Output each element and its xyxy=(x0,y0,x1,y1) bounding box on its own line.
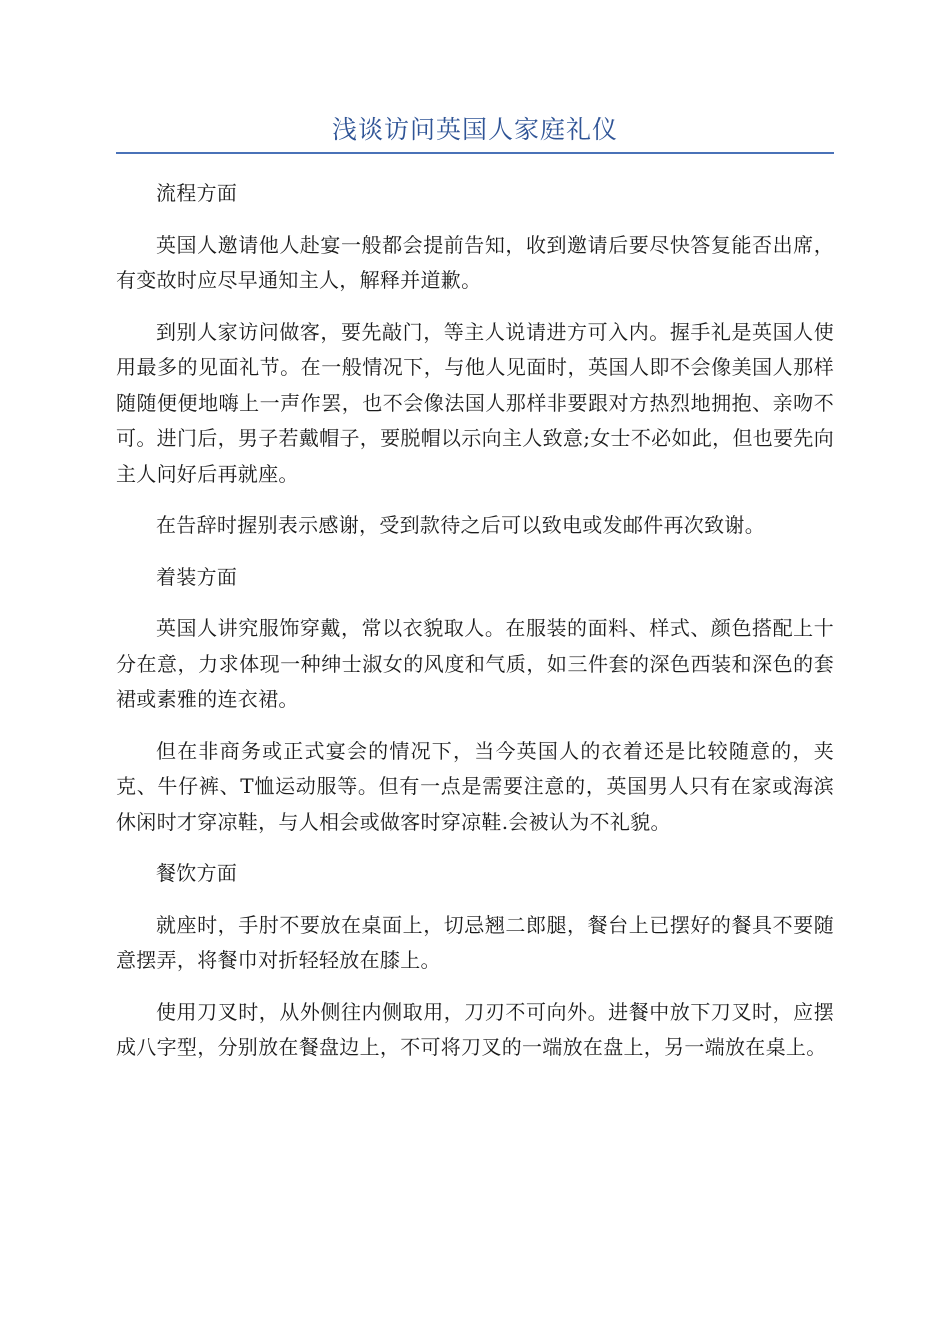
section-heading-dining: 餐饮方面 xyxy=(156,861,238,885)
paragraph: 在告辞时握别表示感谢，受到款待之后可以致电或发邮件再次致谢。 xyxy=(156,513,765,537)
document-title: 浅谈访问英国人家庭礼仪 xyxy=(331,115,618,144)
paragraph: 英国人讲究服饰穿戴，常以衣貌取人。在服装的面料、样式、颜色搭配上十分在意，力求体现一种绅士淑女的风度和气质，如三件套的深色西装和深色的套裙或素雅的连衣裙。 xyxy=(116,616,834,711)
paragraph: 但在非商务或正式宴会的情况下，当今英国人的衣着还是比较随意的，夹克、牛仔裤、T恤运动服等。但有一点是需要注意的，英国男人只有在家或海滨休闲时才穿凉鞋，与人相会或做客时穿凉鞋.会被认为不礼貌。 xyxy=(116,738,834,834)
section-heading-attire: 着装方面 xyxy=(156,564,238,589)
paragraph: 英国人邀请他人赴宴一般都会提前告知，收到邀请后要尽快答复能否出席，有变故时应尽早通知主人，解释并道歉。 xyxy=(116,232,834,292)
paragraph: 到别人家访问做客，要先敲门，等主人说请进方可入内。握手礼是英国人使用最多的见面礼节。在一般情况下，与他人见面时，英国人即不会像美国人那样随随便便地嗨上一声作罢，也不会像法国人那样非要跟对方热烈地拥抱、亲吻不可。进门后，男子若戴帽子，要脱帽以示向主人致意;女士不必如此，但也要先向主人问好后再就座。 xyxy=(116,319,834,486)
title-underline xyxy=(116,152,834,154)
paragraph: 使用刀叉时，从外侧往内侧取用，刀刃不可向外。进餐中放下刀叉时，应摆成八字型，分别放在餐盘边上，不可将刀叉的一端放在盘上，另一端放在桌上。 xyxy=(116,999,834,1059)
paragraph: 就座时，手肘不要放在桌面上，切忌翘二郎腿，餐台上已摆好的餐具不要随意摆弄，将餐巾对折轻轻放在膝上。 xyxy=(116,912,834,972)
section-heading-process: 流程方面 xyxy=(156,181,238,205)
document-page xyxy=(116,110,834,1082)
